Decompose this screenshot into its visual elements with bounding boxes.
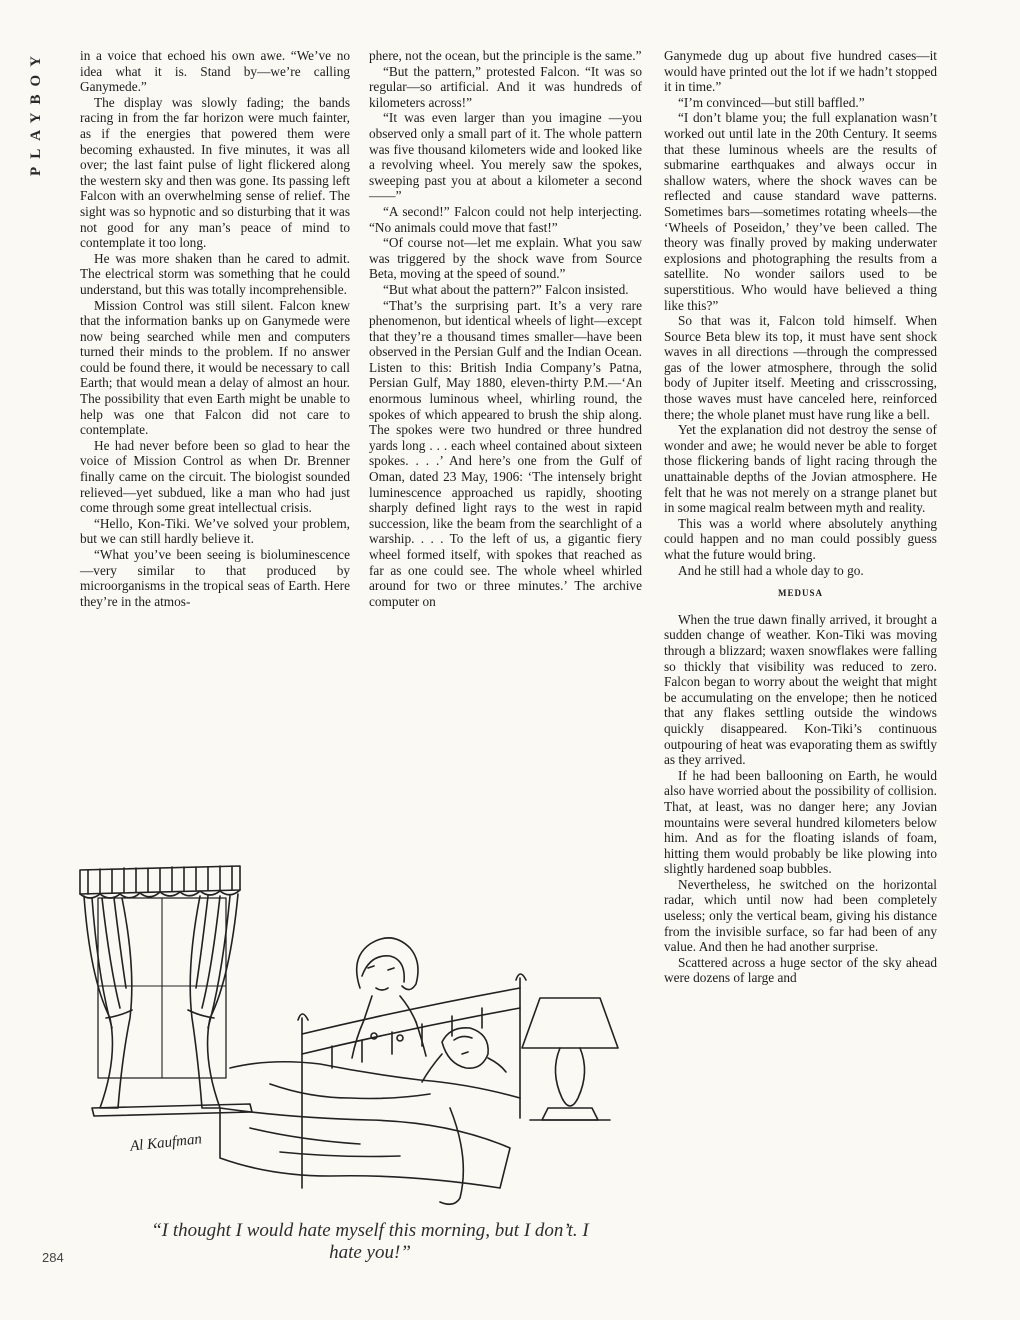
artist-signature: Al Kaufman [129,1131,203,1155]
curtain-right [188,894,238,1108]
section-heading: MEDUSA [777,588,823,599]
paragraph: Nevertheless, he switched on the horizontal radar, which until now had been completely useless; only the vertical beam, giving his distance from the invisible surface, so far had been of any value. And then he had another surprise. [664,876,937,955]
paragraph: “That’s the surprising part. It’s a very rare phenomenon, but identical wheels of light—except that they’re a thousand times smaller—have been observed in the Persian Gulf and the Indian Ocean. Listen to this: British India Company’s Patna, Persian Gulf, May 1880, eleven-thirty P.M.—‘An enormous luminous wheel, whirling round, the spokes of which appeared to brush the ship along. The spokes were two hundred or three hundred yards long . . . each wheel contained about sixteen spokes. . . .’ And here’s one from the Gulf of Oman, dated 23 May, 1906: ‘The intensely bright luminescence approached us rapidly, shooting sharply defined light rays to the west in rapid succession, like the beam from the searchlight of a warship. . . . To the left of us, a gigantic fiery wheel formed itself, with spokes that reached as far as one could see. The whole wheel whirled around for two or three minutes.’ The archive computer on [369,297,642,609]
paragraph: “A second!” Falcon could not help interjecting. “No animals could move that fast!” [369,203,642,235]
paragraph: So that was it, Falcon told himself. When Source Beta blew its top, it must have sent shock waves in all directions —through the compressed gas of the lower atmosphere, through the solid body of Jupiter itself. Meeting and crisscrossing, those waves must have canceled here, reinforced there; the whole planet must have rung like a bell. [664,313,937,422]
paragraph: Yet the explanation did not destroy the sense of wonder and awe; he would never be able to forget those flickering bands of light racing through the unattainable depths of the Jovian atmosphere. He felt that he was not merely on a strange planet but in some magical realm between myth and reality. [664,422,937,516]
window-valance [80,866,240,898]
paragraph: Ganymede dug up about five hundred cases—it would have printed out the lot if we hadn’t stopped it in time.” [664,48,937,95]
curtain-left [84,896,132,1108]
paragraph: phere, not the ocean, but the principle is the same.” [369,48,642,63]
page-number: 284 [42,1250,64,1265]
paragraph: He had never before been so glad to hear the voice of Mission Control as when Dr. Brenner finally came on the circuit. The biologist sounded relieved—yet subdued, like a man who had just come through some great intellectual crisis. [80,437,350,516]
paragraph: “I don’t blame you; the full explanation wasn’t worked out until late in the 20th Century. It seems that these luminous wheels are the results of submarine earthquakes and always occur in shallow waters, where the shock waves can be reflected and cause standard wave patterns. Sometimes bars—sometimes rotating wheels—the ‘Wheels of Poseidon,’ they’ve been called. The theory was finally proved by making underwater explosions and photographing the results from a satellite. No wonder sailors used to be superstitious. Who would have believed a thing like this?” [664,110,937,313]
text-column-3 [664,48,937,1288]
paragraph: “Of course not—let me explain. What you saw was triggered by the shock wave from Source Beta, moving at the speed of sound.” [369,235,642,282]
bed-blanket [220,1062,520,1205]
paragraph: When the true dawn finally arrived, it brought a sudden change of weather. Kon-Tiki was moving through a blizzard; waxen snowflakes were falling so thickly that visibility was reduced to zero. Falcon began to worry about the weight that might be accumulating on the envelope; then he noticed that any flakes settling outside the windows quickly disappeared. Kon-Tiki’s continuous outpouring of heat was evaporating them as swiftly as they arrived. [664,611,937,768]
paragraph: He was more shaken than he cared to admit. The electrical storm was something that he could understand, but this was totally incomprehensible. [80,250,350,297]
paragraph: “But what about the pattern?” Falcon insisted. [383,281,629,297]
paragraph: And he still had a whole day to go. [678,562,864,578]
paragraph: This was a world where absolutely anything could happen and no man could possibly guess what the future would bring. [664,515,937,562]
paragraph: “I’m convinced—but still baffled.” [678,94,865,110]
paragraph: “It was even larger than you imagine —you observed only a small part of it. The whole pattern was five thousand kilometers wide and looked like a revolving wheel. You merely saw the spokes, sweeping past you at about a kilometer a second——” [369,110,642,204]
bedside-lamp [522,998,618,1120]
paragraph: If he had been ballooning on Earth, he would also have worried about the possibility of collision. That, at least, was no danger here; any Jovian mountains were several hundred kilometers below him. And as for the floating islands of foam, hitting them would probably be like plowing into slightly hardened soap bubbles. [664,767,937,877]
window-sill [92,1104,252,1116]
paragraph: Scattered across a huge sector of the sky ahead were dozens of large and [664,954,937,986]
paragraph: Mission Control was still silent. Falcon knew that the information banks up on Ganymede were now being searched while men and computers turned their minds to the problem. If no answer could be found there, it would be necessary to call Earth; that would mean a delay of almost an hour. The possibility that even Earth might be unable to help was one that Falcon did not care to contemplate. [80,297,350,438]
cartoon-caption: “I thought I would hate myself this morning, but I don’t. I hate you!” [151,1220,589,1263]
paragraph: in a voice that echoed his own awe. “We’ve no idea what it is. Stand by—we’re calling Ganymede.” [80,48,350,95]
cartoon-illustration [70,858,645,1218]
paragraph: “But the pattern,” protested Falcon. “It was so regular—so artificial. And it was hundreds of kilometers across!” [369,63,642,110]
paragraph: The display was slowly fading; the bands racing in from the far horizon were much fainter, as if the energies that powered them were becoming exhausted. In five minutes, it was all over; the last faint pulse of light flickered along the western sky and then was gone. Its passing left Falcon with an overwhelming sense of relief. The sight was so hypnotic and so disturbing that it was not good for any man’s peace of mind to contemplate it too long. [80,94,350,251]
man-figure [422,1028,506,1082]
text-column-2 [369,48,642,609]
text-column-1 [80,48,350,609]
paragraph: “What you’ve been seeing is bioluminescence—very similar to that produced by microorganisms in the tropical seas of Earth. Here they’re in the atmos- [80,547,350,609]
running-head: PLAYBOY [28,48,44,176]
paragraph: “Hello, Kon-Tiki. We’ve solved your problem, but we can still hardly believe it. [80,515,350,547]
